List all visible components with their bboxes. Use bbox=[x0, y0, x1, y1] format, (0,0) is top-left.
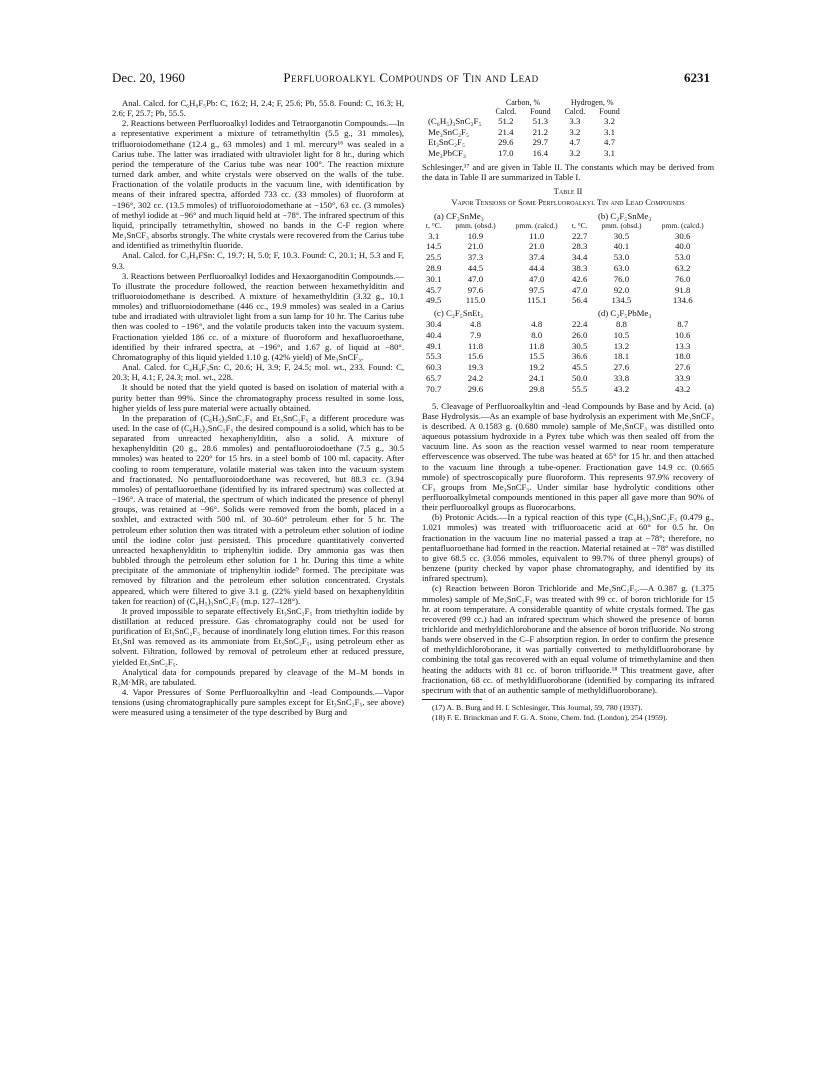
table-block bbox=[422, 231, 714, 307]
table-cell: 30.5 bbox=[571, 340, 588, 351]
table-cell: 27.6 bbox=[675, 362, 691, 373]
table-subheader: Found bbox=[530, 107, 551, 116]
paragraph: 5. Cleavage of Perfluoroalkyltin and -lead Compounds by Base and by Acid. (a) Base Hydrolysis.—As an example of base hydrolysis an experiment with Me₃SnCF₃ is described. A 0.1583 g. (0.680 mmole) sample of Me₃SnCF₃ was distilled onto aqueous potassium hydroxide in a Pyrex tube which was then sealed off from the vacuum line. As soon as the reaction vessel warmed to near room temperature effervescence was observed. The tube was heated at 65° for 15 hr. and then attached to the vacuum line through a tube-opener. Fractionation gave 14.9 cc. (0.665 mmole) of spectroscopically pure fluoroform. This represents 97.9% recovery of CF₃ groups from Me₃SnCF₃. Under similar base hydrolytic conditions other perfluoroalkylmetal compounds mentioned in this paper all gave more than 90% of their perfluoroalkyl groups as fluorocarbons. bbox=[422, 400, 714, 513]
paragraph: Anal. Calcd. for C₃H₉FSn: C, 19.7; H, 5.0; F, 10.3. Found: C, 20.1; H, 5.3 and F, 9.3. bbox=[112, 250, 404, 271]
table-cell: 15.5 bbox=[529, 351, 545, 362]
compound-name: Me₃SnC₂F₅ bbox=[428, 126, 469, 137]
table-cell: 19.3 bbox=[467, 362, 484, 373]
table-cell: 3.1 bbox=[603, 147, 615, 158]
table-cell: 24.2 bbox=[467, 372, 484, 383]
table-label: Table II bbox=[553, 186, 583, 197]
table-cell: 63.0 bbox=[613, 263, 630, 273]
table-cell: 36.6 bbox=[571, 351, 588, 362]
table-cell: 21.0 bbox=[529, 241, 545, 252]
table-cell: 3.2 bbox=[603, 116, 615, 126]
table-cell: 4.7 bbox=[569, 137, 581, 147]
header-title: Perfluoroalkyl Compounds of Tin and Lead bbox=[283, 70, 539, 85]
footnote: (17) A. B. Burg and H. I. Schlesinger, This Journal, 59, 780 (1937). bbox=[432, 703, 643, 713]
table-cell: 22.4 bbox=[571, 318, 588, 329]
table-row bbox=[428, 127, 627, 138]
table-cell: 40.1 bbox=[613, 241, 630, 252]
table-cell: 4.7 bbox=[603, 137, 615, 147]
compound-name: (C₆H₅)₃SnC₂F₅ bbox=[428, 116, 482, 126]
table-cell: 53.0 bbox=[613, 252, 630, 263]
table-row bbox=[422, 384, 714, 395]
table-cell: 56.4 bbox=[571, 295, 588, 306]
paragraph: Analytical data for compounds prepared by cleavage of the M–M bonds in R₃M·MR₃ are tabulated. bbox=[112, 666, 404, 687]
table-cell: 29.6 bbox=[467, 383, 484, 394]
paragraph: In the preparation of (C₆H₅)₃SnC₂F₅ and Et₃SnC₂F₅ a different procedure was used. In the case of (C₆H₅)₃SnC₂F₅ the desired compound is a solid, which has to be separated from unreacted hexaphenylditin, also a solid. A mixture of hexaphenylditin (20 g., 28.6 mmoles) and pentafluoroiodoethane (7.5 g., 30.5 mmoles) was heated to 220° for 15 hrs. in a steel bomb of 100 ml. capacity. After cooling to room temperature, volatile material was taken into the vacuum system and fractionated. No pentafluoroiodoethane was recovered, but 88.3 cc. (3.94 mmoles) of pentafluoroethane (identified by its infrared spectrum) was collected at −196°. A trace of material, the spectrum of which indicated the presence of phenyl groups, was retained at −96°. Solids were removed from the bomb, placed in a soxhlet, and extracted with 500 ml. of 30–60° petroleum ether for 5 hr. The petroleum ether solution then was titrated with a petroleum ether solution of iodine until the iodine color just persisted. This procedure quantitatively converted unreacted hexaphenylditin to triphenyltin iodide. Dry ammonia gas was then bubbled through the petroleum ether solution for 1 hr. During this time a white precipitate of the ammoniate of triphenyltin iodide⁹ formed. The precipitate was removed by filtration and the petroleum ether solution concentrated. Crystals appeared, which were filtered to give 3.1 g. (22% yield based on hexaphenylditin taken for reaction) of (C₆H₅)₃SnC₂F₅ (m.p. 127–128°). bbox=[112, 412, 404, 606]
paragraph: (b) Protonic Acids.—In a typical reaction of this type (C₆H₅)₃SnC₂F₅ (0.479 g., 1.021 mmoles) was treated with trifluoroacetic acid at 60° for 0.5 hr. On fractionation in the vacuum line no material passed a trap at −78°; therefore, no pentafluoroethane had formed in the reaction. Material retained at −78° was distilled to give 68.5 cc. (3.056 mmoles, equivalent to 99.7% of three phenyl groups) of benzene (purity checked by vapor phase chromatography, and identified by its infrared spectrum). bbox=[422, 512, 714, 584]
table-row bbox=[422, 341, 714, 352]
table-cell: 92.0 bbox=[613, 284, 630, 295]
table-cell: 7.9 bbox=[469, 329, 481, 340]
table-row bbox=[422, 274, 714, 285]
table-cell: 76.0 bbox=[675, 273, 691, 284]
table-cell: 45.7 bbox=[426, 284, 442, 295]
table-cell: 37.4 bbox=[529, 252, 545, 263]
vapor-tension-table bbox=[422, 209, 714, 394]
table-cell: 10.5 bbox=[613, 329, 630, 340]
table-cell: 115.0 bbox=[465, 295, 486, 306]
table-cell: 22.7 bbox=[571, 230, 588, 241]
table-cell: 3.1 bbox=[428, 230, 440, 241]
table-cell: 4.8 bbox=[469, 318, 481, 329]
page-header bbox=[112, 70, 710, 88]
paragraph: 4. Vapor Pressures of Some Perfluoroalkyltin and -lead Compounds.—Vapor tensions (using chromatographically pure samples except for Et₃SnC₂F₅, see above) were measured using a tensimeter of the type described by Burg and bbox=[112, 687, 404, 718]
compound-heading: (b) C₂F₅SnMe₃ bbox=[597, 211, 652, 222]
table-cell: 21.4 bbox=[498, 126, 514, 137]
paragraph: It proved impossible to separate effectively Et₃SnC₂F₅ from triethyltin iodide by distillation at reduced pressure. Gas chromatography could not be used for purification of Et₃SnC₂F₅ because of inordinately long elution times. For this reason Et₃SnI was removed as its ammoniate from Et₃SnC₂F₅, using petroleum ether as solvent. Filtration, followed by removal of petroleum ether at reduced pressure, yielded Et₃SnC₂F₅. bbox=[112, 605, 404, 667]
table-row bbox=[422, 362, 714, 373]
table-cell: 44.5 bbox=[467, 263, 484, 273]
table-cell: 11.0 bbox=[529, 230, 545, 241]
table-cell: 60.3 bbox=[426, 362, 442, 373]
table-cell: 3.2 bbox=[569, 147, 581, 158]
table-row bbox=[428, 116, 627, 127]
table-row bbox=[422, 252, 714, 263]
table-cell: 33.8 bbox=[613, 372, 630, 383]
table-cell: 45.5 bbox=[571, 362, 588, 373]
table-cell: 29.6 bbox=[498, 137, 514, 147]
table-cell: 14.5 bbox=[426, 241, 442, 252]
compound-heading: (d) C₂F₅PbMe₃ bbox=[597, 308, 652, 319]
table-cell: 76.0 bbox=[613, 273, 630, 284]
table-title: Vapor Tensions of Some Perfluoroalkyl Tin and Lead Compounds bbox=[451, 196, 685, 207]
table-subheader: Calcd. bbox=[495, 107, 517, 116]
table-header: Hydrogen, % bbox=[570, 98, 614, 107]
table-block bbox=[422, 319, 714, 395]
table-cell: 17.0 bbox=[498, 147, 514, 158]
table-cell: 70.7 bbox=[426, 383, 442, 394]
table-row bbox=[422, 231, 714, 242]
table-row bbox=[428, 148, 627, 159]
table-cell: 55.5 bbox=[571, 383, 588, 394]
compound-heading: (c) C₂F₅SnEt₃ bbox=[434, 308, 484, 319]
footnote-rule bbox=[422, 699, 482, 700]
table-cell: 44.4 bbox=[529, 263, 545, 273]
table-cell: 13.3 bbox=[675, 340, 691, 351]
left-column bbox=[112, 98, 404, 718]
table-cell: 134.5 bbox=[611, 295, 632, 306]
table-cell: 50.0 bbox=[571, 372, 588, 383]
table-cell: 21.2 bbox=[532, 126, 549, 137]
table-cell: 38.3 bbox=[571, 263, 588, 273]
table-cell: 13.2 bbox=[613, 340, 630, 351]
table-cell: 3.2 bbox=[569, 126, 581, 137]
table-row bbox=[422, 263, 714, 274]
table-cell: 49.5 bbox=[426, 295, 442, 306]
table-cell: 30.1 bbox=[426, 273, 442, 284]
table-cell: 11.8 bbox=[529, 340, 545, 351]
footnote: (18) F. E. Brinckman and F. G. A. Stone, Chem. Ind. (London), 254 (1959). bbox=[432, 712, 668, 722]
column-header: pmm. (calcd.) bbox=[515, 221, 558, 231]
table-cell: 49.1 bbox=[426, 340, 442, 351]
table-cell: 63.2 bbox=[675, 263, 691, 273]
paragraph: (c) Reaction between Boron Trichloride and Me₃SnC₂F₅.—A 0.387 g. (1.375 mmoles) sample of Me₃SnC₂F₅ was treated with 99 cc. of boron trichloride for 15 hr. at room temperature. A considerable quantity of white crystals formed. The gas recovered (99 cc.) had an infrared spectrum which showed the presence of boron trichloride and methyldichloroborane and the absence of boron trifluoride. No strong bands were observed in the C–F absorption region. In order to confirm the presence of methyldichloroborane, it was partially converted to methyldifluoroborane by combining the total gas recovered with an equal volume of trimethylamine and then heating the adducts with 81 cc. of boron trifluoride.¹⁸ This treatment gave, after fractionation, 68 cc. of methyldifluoroborane (identified by comparing its infrared spectrum with that of an authentic sample of methyldifluoroborane). bbox=[422, 583, 714, 695]
table-cell: 40.0 bbox=[675, 241, 691, 252]
table-cell: 51.3 bbox=[532, 116, 549, 126]
table-row bbox=[422, 373, 714, 384]
table-header: Carbon, % bbox=[505, 98, 541, 107]
paragraph: Schlesinger,¹⁷ and are given in Table II. The constants which may be derived from the data in Table II are summarized in Table I. bbox=[422, 162, 714, 183]
table-cell: 42.6 bbox=[571, 273, 588, 284]
paragraph: 2. Reactions between Perfluoroalkyl Iodides and Tetraorganotin Compounds.—In a representative experiment a mixture of tetramethyltin (5.5 g., 31 mmoles), trifluoroiodomethane (12.4 g., 63 mmoles) and 1 ml. mercury¹⁶ was sealed in a Carius tube. The latter was irradiated with ultraviolet light for 8 hr., during which period the temperature of the Carius tube was near 100°. The reaction mixture turned dark amber, and white crystals were observed on the walls of the tube. Fractionation of the volatile products in the vacuum line, with identification by means of their infrared spectra, afforded 733 cc. (33 mmoles) of fluoroform at −196°, 302 cc. (13.5 mmoles) of trifluoroiodomethane at −150°, 63 cc. (3 mmoles) of methyl iodide at −96° and much liquid held at −78°. The infrared spectrum of this liquid, principally tetramethyltin, showed no bands in the C-F region where Me₃SnCF₃ absorbs strongly. The white crystals were recovered from the Carius tube and identified as trimethyltin fluoride. bbox=[112, 118, 404, 251]
table-cell: 27.6 bbox=[613, 362, 630, 373]
compound-heading: (a) CF₃SnMe₃ bbox=[434, 211, 484, 222]
paragraph: Anal. Calcd. for C₆H₉F₅Pb: C, 16.2; H, 2.4; F, 25.6; Pb, 55.8. Found: C, 16.3; H, 2.6; F, 25.7; Pb, 55.5. bbox=[112, 98, 404, 119]
table-row bbox=[422, 351, 714, 362]
table-cell: 28.3 bbox=[571, 241, 588, 252]
table-cell: 97.6 bbox=[467, 284, 484, 295]
table-cell: 29.7 bbox=[532, 137, 549, 147]
table-cell: 26.0 bbox=[571, 329, 588, 340]
table-cell: 34.4 bbox=[571, 252, 588, 263]
table-cell: 37.3 bbox=[467, 252, 484, 263]
table-cell: 8.8 bbox=[615, 318, 627, 329]
table-row bbox=[422, 241, 714, 252]
header-date: Dec. 20, 1960 bbox=[112, 70, 185, 85]
table-cell: 3.1 bbox=[603, 126, 615, 137]
table-cell: 8.7 bbox=[677, 318, 689, 329]
table-cell: 55.3 bbox=[426, 351, 442, 362]
table-cell: 33.9 bbox=[675, 372, 691, 383]
table-subheader: Found bbox=[599, 107, 620, 116]
table-subheader: Calcd. bbox=[564, 107, 586, 116]
table-cell: 134.6 bbox=[672, 295, 693, 306]
table-cell: 30.5 bbox=[613, 230, 630, 241]
table-cell: 24.1 bbox=[529, 372, 545, 383]
table-cell: 18.0 bbox=[675, 351, 691, 362]
table-cell: 115.1 bbox=[526, 295, 547, 306]
table-cell: 21.0 bbox=[467, 241, 484, 252]
column-header: t, °C. bbox=[425, 221, 442, 231]
table-cell: 65.7 bbox=[426, 372, 442, 383]
table-cell: 43.2 bbox=[613, 383, 630, 394]
paragraph: Anal. Calcd. for C₄H₉F₃Sn: C, 20.6; H, 3.9; F, 24.5; mol. wt., 233. Found: C, 20.3; H, 4.1; F, 24.3; mol. wt., 228. bbox=[112, 362, 404, 383]
table-cell: 11.8 bbox=[467, 340, 483, 351]
table-row bbox=[422, 330, 714, 341]
table-cell: 91.8 bbox=[675, 284, 691, 295]
column-header: pmm. (obsd.) bbox=[601, 221, 642, 231]
table-cell: 97.5 bbox=[529, 284, 545, 295]
column-header: pmm. (obsd.) bbox=[455, 221, 496, 231]
table-cell: 10.6 bbox=[675, 329, 691, 340]
table-cell: 30.4 bbox=[426, 318, 442, 329]
compound-name: Me₃PbCF₃ bbox=[428, 147, 466, 158]
analysis-table bbox=[428, 98, 627, 158]
table-row bbox=[422, 319, 714, 330]
table-cell: 25.5 bbox=[426, 252, 442, 263]
compound-name: Et₃SnC₂F₅ bbox=[428, 137, 466, 147]
table-cell: 47.0 bbox=[467, 273, 484, 284]
table-cell: 43.2 bbox=[675, 383, 691, 394]
right-column bbox=[422, 98, 714, 722]
table-cell: 10.9 bbox=[467, 230, 484, 241]
table-cell: 4.8 bbox=[531, 318, 543, 329]
table-row bbox=[428, 137, 627, 148]
table-cell: 18.1 bbox=[613, 351, 630, 362]
header-page-number: 6231 bbox=[684, 70, 710, 85]
table-cell: 47.0 bbox=[529, 273, 545, 284]
paragraph: It should be noted that the yield quoted is based on isolation of material with a purity better than 99%. Since the chromatography process resulted in some loss, higher yields of less pure material were actually obtained. bbox=[112, 382, 404, 413]
table-cell: 15.6 bbox=[467, 351, 484, 362]
table-cell: 28.9 bbox=[426, 263, 442, 273]
table-cell: 30.6 bbox=[675, 230, 691, 241]
table-cell: 16.4 bbox=[532, 147, 549, 158]
table-cell: 19.2 bbox=[529, 362, 545, 373]
table-row bbox=[422, 295, 714, 306]
table-cell: 3.3 bbox=[569, 116, 581, 126]
table-cell: 47.0 bbox=[571, 284, 588, 295]
table-cell: 51.2 bbox=[498, 116, 514, 126]
column-header: t, °C. bbox=[571, 221, 588, 231]
table-cell: 40.4 bbox=[426, 329, 442, 340]
table-cell: 29.8 bbox=[529, 383, 545, 394]
table-cell: 8.0 bbox=[531, 329, 543, 340]
paragraph: 3. Reactions between Perfluoroalkyl Iodides and Hexaorganoditin Compounds.—To illustrate the procedure followed, the reaction between hexamethylditin and trifluoroiodomethane is described. A mixture of hexamethylditin (3.32 g., 10.1 mmoles) and trifluoroiodomethane (446 cc., 19.9 mmoles) was sealed in a Carius tube and irradiated with ultraviolet light from a sun lamp for 10 hr. The Carius tube then was cooled to −196°, and the volatile products taken into the vacuum system. Fractionation yielded 186 cc. of a mixture of fluoroform and hexafluoroethane, identified by their infrared spectra, at −196°, and 1.67 g. of liquid at −80°. Chromatography of this liquid yielded 1.10 g. (42% yield) of Me₃SnCF₃. bbox=[112, 270, 404, 362]
table-cell: 53.0 bbox=[675, 252, 691, 263]
column-header: pmm. (calcd.) bbox=[661, 221, 704, 231]
table-row bbox=[422, 285, 714, 296]
